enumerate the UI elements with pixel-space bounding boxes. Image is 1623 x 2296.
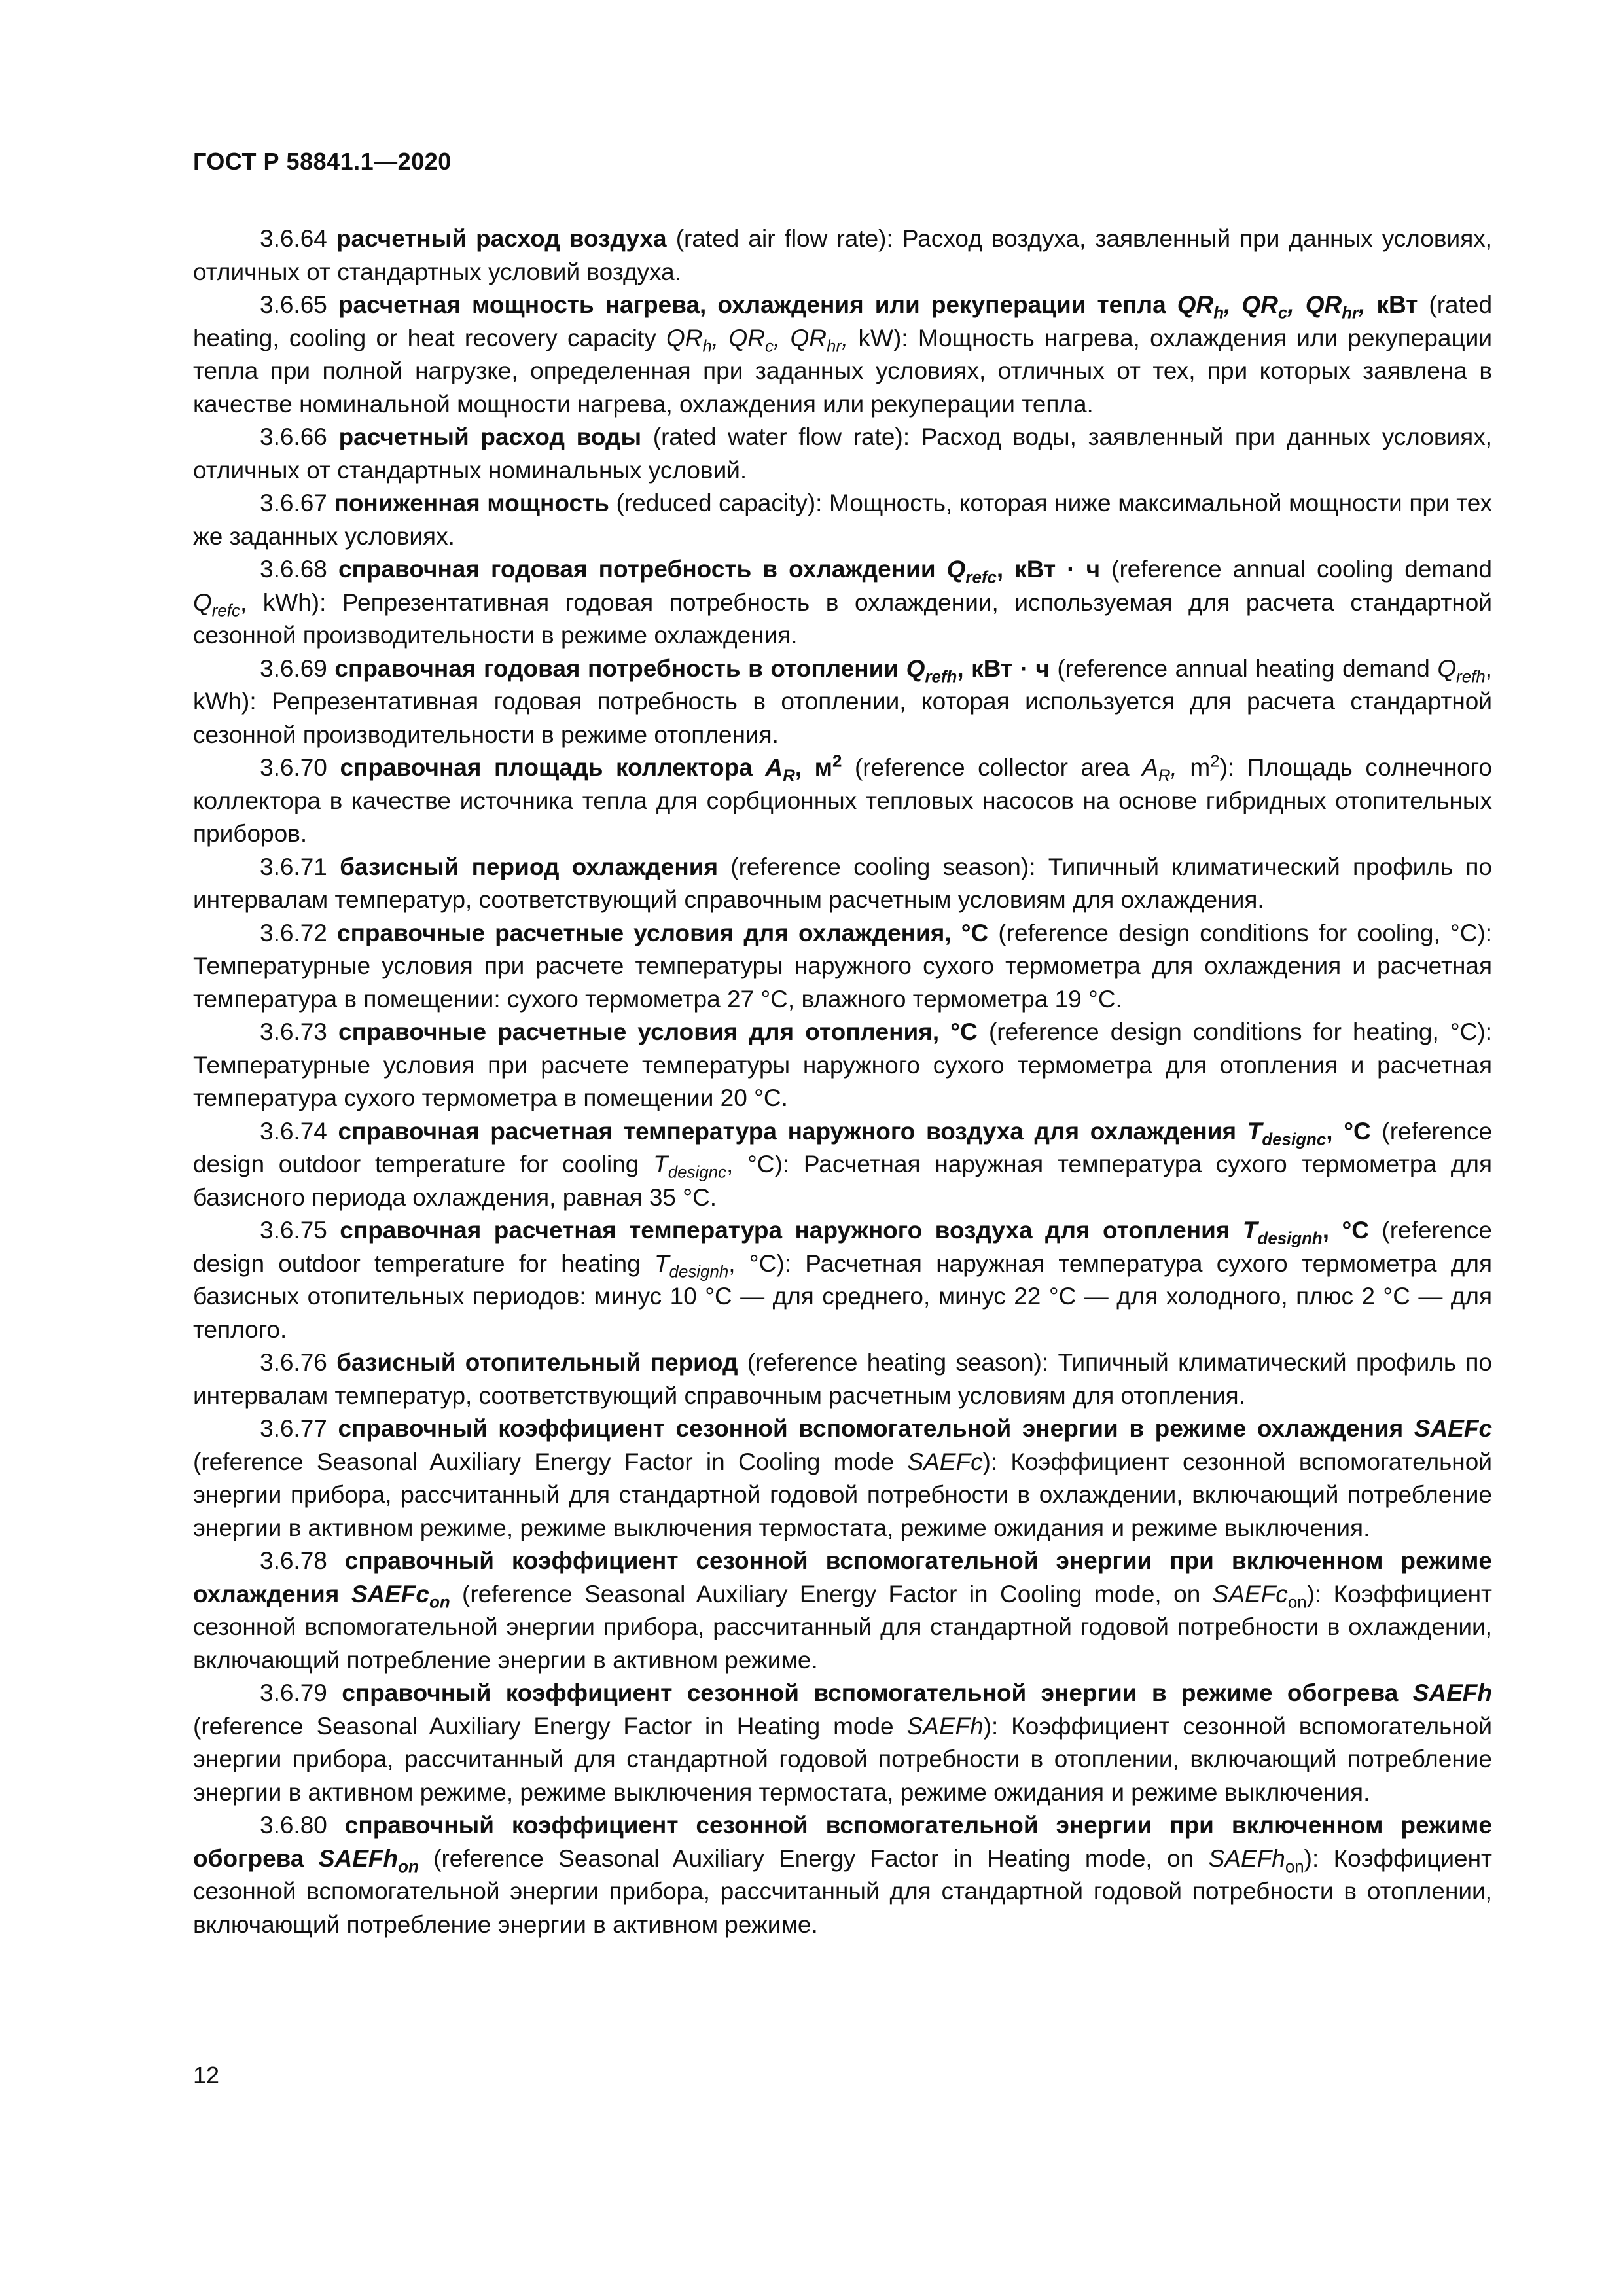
entry-number: 3.6.67 — [260, 490, 327, 516]
entry-definition: (reference annual heating demand $Q_{refh}$, kWh): Репрезентативная годовая потребность в отоплении, которая используется для расчета стандартной сезонной производительности в режиме отопления. — [193, 655, 1493, 748]
entry-definition: (rated water flow rate): Расход воды, заявленный при данных условиях, отличных от стандартных номинальных условий. — [193, 423, 1492, 484]
entry-definition: (reference design conditions for heating, °С): Температурные условия при расчете температуры наружного сухого термометра для отопления и расчетная температура сухого термометра в помещении 20 °С. — [193, 1018, 1492, 1111]
entry-symbol: SAEFh — [1412, 1679, 1492, 1706]
entry-definition: (rated air flow rate): Расход воздуха, заявленный при данных условиях, отличных от стандартных условий воздуха. — [193, 225, 1493, 285]
term-entry-3-6-73 — [193, 1016, 1492, 1115]
term-entry-3-6-80 — [193, 1809, 1492, 1941]
entry-definition: (reduced capacity): Мощность, которая ниже максимальной мощности при тех же заданных условиях. — [193, 490, 1492, 550]
entry-number: 3.6.64 — [260, 225, 327, 252]
entry-number: 3.6.72 — [260, 919, 327, 946]
entry-number: 3.6.71 — [260, 853, 327, 880]
term-entry-3-6-65 — [193, 289, 1492, 421]
entry-term: расчетный расход воздуха — [336, 225, 667, 252]
term-entry-3-6-69: 3.6.69 справочная годовая потребность в отоплении $Q_{refh}$, кВт · ч (reference annual heating demand $Q_{refh}$, kWh): Репрезентативная годовая потребность в отоплении, которая используется для расчета стандартной сезонной производительности в режиме отопления. — [193, 655, 1493, 748]
term-entry-3-6-70: 3.6.70 справочная площадь коллектора $A_R$, $м^2$ (reference collector area $A_R$, $m^2$): Площадь солнечного коллектора в качестве источника тепла для сорбционных тепловых насосов на основе гибридных отопительных приборов. — [193, 752, 1492, 847]
entry-term: справочный коэффициент сезонной вспомогательной энергии при включенном режиме охлаждения — [193, 1547, 1492, 1607]
entry-number: 3.6.65 — [260, 291, 327, 318]
entry-number: 3.6.76 — [260, 1349, 327, 1376]
term-entry-3-6-76 — [193, 1346, 1492, 1412]
entry-term: базисный отопительный период — [336, 1349, 738, 1376]
entry-number: 3.6.73 — [260, 1018, 327, 1045]
term-entry-3-6-72 — [193, 917, 1492, 1016]
entry-definition: (reference Seasonal Auxiliary Energy Factor in Heating mode, on SAEFh$_{on}$): Коэффициент сезонной вспомогательной энергии прибора, рассчитанный для стандартной годовой потребности в отоплении, включающий потребление энергии в активном режиме. — [193, 1844, 1492, 1938]
entry-term: справочный коэффициент сезонной вспомогательной энергии при включенном режиме обогрева — [193, 1812, 1492, 1872]
entry-symbol: SAEFc — [1414, 1415, 1493, 1442]
term-entry-3-6-77 — [193, 1412, 1492, 1545]
term-entry-3-6-78 — [193, 1545, 1492, 1677]
document-header: ГОСТ Р 58841.1—2020 — [193, 148, 452, 175]
entry-term: справочные расчетные условия для отопления, °С — [338, 1018, 978, 1045]
entry-definition: (reference design conditions for cooling, °С): Температурные условия при расчете температуры наружного сухого термометра для охлаждения и расчетная температура в помещении: сухого термометра 27 °С, влажного термометра 19 °С. — [193, 919, 1493, 1013]
entry-definition: (reference Seasonal Auxiliary Energy Factor in Heating mode SAEFh): Коэффициент сезонной вспомогательной энергии прибора, рассчитанный для стандартной годовой потребности в отоплении, включающий потребление энергии в активном режиме, режиме выключения термостата, режиме ожидания и режиме выключения. — [193, 1712, 1492, 1806]
entry-definition: (rated heating, cooling or heat recovery capacity $QR_h$, $QR_c$, $QR_{hr}$, kW): Мощность нагрева, охлаждения или рекуперации тепла при полной нагрузке, определенная при заданных условиях, отличных от тех, при которых заявлена в качестве номинальной мощности нагрева, охлаждения или рекуперации тепла. — [193, 291, 1493, 418]
term-entry-3-6-68: 3.6.68 справочная годовая потребность в охлаждении $Q_{refc}$, кВт · ч (reference annual cooling demand $Q_{refc}$, kWh): Репрезентативная годовая потребность в охлаждении, используемая для расчета стандартной сезонной производительности в режиме охлаждения. — [193, 556, 1492, 649]
entry-unit: °С — [1344, 1117, 1371, 1145]
entry-definition: (reference design outdoor temperature for cooling $T_{designc}$, °С): Расчетная наружная температура сухого термометра для базисного периода охлаждения, равная 35 °С. — [193, 1117, 1493, 1211]
term-entry-3-6-66 — [193, 421, 1492, 487]
entry-symbol: SAEFc$_{on}$ — [351, 1580, 450, 1611]
entry-definition: (reference annual cooling demand $Q_{refc}$, kWh): Репрезентативная годовая потребность в охлаждении, используемая для расчета стандартной сезонной производительности в режиме охлаждения. — [193, 556, 1492, 649]
entry-definition: (reference design outdoor temperature for heating $T_{designh}$, °С): Расчетная наружная температура сухого термометра для базисных отопительных периодов: минус 10 °С — для среднего, минус 22 °С — для холодного, плюс 2 °С — для теплого. — [193, 1217, 1493, 1343]
entry-term: справочная расчетная температура наружного воздуха для охлаждения — [338, 1117, 1237, 1145]
entry-number: 3.6.80 — [260, 1812, 327, 1839]
entry-number: 3.6.68 — [260, 556, 327, 583]
entry-term: справочные расчетные условия для охлаждения, °С — [337, 919, 989, 946]
entry-term: справочный коэффициент сезонной вспомогательной энергии в режиме охлаждения — [338, 1415, 1404, 1442]
document-body — [193, 223, 1492, 1941]
page-number: 12 — [193, 2062, 220, 2089]
entry-term: справочная годовая потребность в охлаждении — [338, 556, 936, 583]
entry-definition: (reference cooling season): Типичный климатический профиль по интервалам температур, соответствующий справочным расчетным условиям для охлаждения. — [193, 853, 1493, 913]
entry-term: расчетный расход воды — [338, 423, 642, 450]
entry-symbol: $A_R$ — [765, 754, 795, 785]
entry-unit: кВт · ч — [1014, 556, 1101, 583]
term-entry-3-6-71 — [193, 851, 1492, 917]
entry-definition: (reference Seasonal Auxiliary Energy Factor in Cooling mode, on SAEFc$_{on}$): Коэффициент сезонной вспомогательной энергии прибора, рассчитанный для стандартной годовой потребности в охлаждении, включающий потребление энергии в активном режиме. — [193, 1580, 1493, 1674]
term-entry-3-6-64 — [193, 223, 1492, 289]
entry-number: 3.6.70 — [260, 754, 327, 781]
entry-definition: (reference Seasonal Auxiliary Energy Factor in Cooling mode SAEFc): Коэффициент сезонной вспомогательной энергии прибора, рассчитанный для стандартной годовой потребности в охлаждении, включающий потребление энергии в активном режиме, режиме выключения термостата, режиме ожидания и режиме выключения. — [193, 1448, 1492, 1541]
entry-number: 3.6.79 — [260, 1679, 327, 1706]
entry-number: 3.6.69 — [260, 655, 327, 682]
entry-number: 3.6.75 — [260, 1217, 327, 1244]
entry-term: справочная площадь коллектора — [340, 754, 753, 781]
entry-number: 3.6.78 — [260, 1547, 327, 1574]
entry-definition: (reference collector area $A_R$, $m^2$): Площадь солнечного коллектора в качестве источника тепла для сорбционных тепловых насосов на основе гибридных отопительных приборов. — [193, 752, 1492, 847]
entry-unit: $м^2$ — [814, 752, 842, 781]
entry-term: базисный период охлаждения — [340, 853, 719, 880]
entry-definition: (reference heating season): Типичный климатический профиль по интервалам температур, соответствующий справочным расчетным условиям для отопления. — [193, 1349, 1493, 1409]
entry-unit: кВт · ч — [971, 655, 1050, 682]
entry-number: 3.6.66 — [260, 423, 327, 450]
entry-symbol: $QR_h$, $QR_c$, $QR_{hr}$, — [1177, 291, 1366, 323]
entry-symbol: $T_{designc}$ — [1247, 1117, 1327, 1149]
entry-symbol: $T_{designh}$ — [1242, 1217, 1323, 1248]
term-entry-3-6-75: 3.6.75 справочная расчетная температура наружного воздуха для отопления $T_{designh}$, °С (reference design outdoor temperature for heating $T_{designh}$, °С): Расчетная наружная температура сухого термометра для базисных отопительных периодов: минус 10 °С — для среднего, минус 22 °С — для холодного, плюс 2 °С — для теплого. — [193, 1217, 1493, 1343]
term-entry-3-6-79 — [193, 1677, 1492, 1809]
entry-term: справочная расчетная температура наружного воздуха для отопления — [340, 1217, 1230, 1244]
entry-term: справочный коэффициент сезонной вспомогательной энергии в режиме обогрева — [342, 1679, 1399, 1706]
entry-unit: °С — [1342, 1217, 1369, 1244]
term-entry-3-6-74: 3.6.74 справочная расчетная температура наружного воздуха для охлаждения $T_{designc}$, °С (reference design outdoor temperature for cooling $T_{designc}$, °С): Расчетная наружная температура сухого термометра для базисного периода охлаждения, равная 35 °С. — [193, 1117, 1493, 1211]
entry-unit: кВт — [1376, 291, 1418, 318]
entry-number: 3.6.74 — [260, 1117, 327, 1145]
entry-term: пониженная мощность — [334, 490, 609, 516]
entry-term: расчетная мощность нагрева, охлаждения или рекуперации тепла — [338, 291, 1166, 318]
term-entry-3-6-67 — [193, 487, 1492, 553]
entry-number: 3.6.77 — [260, 1415, 327, 1442]
entry-symbol: $Q_{refc}$ — [946, 556, 997, 587]
entry-symbol: SAEFh$_{on}$ — [318, 1844, 419, 1876]
entry-term: справочная годовая потребность в отоплении — [334, 655, 899, 682]
entry-symbol: $Q_{refh}$ — [906, 655, 957, 686]
